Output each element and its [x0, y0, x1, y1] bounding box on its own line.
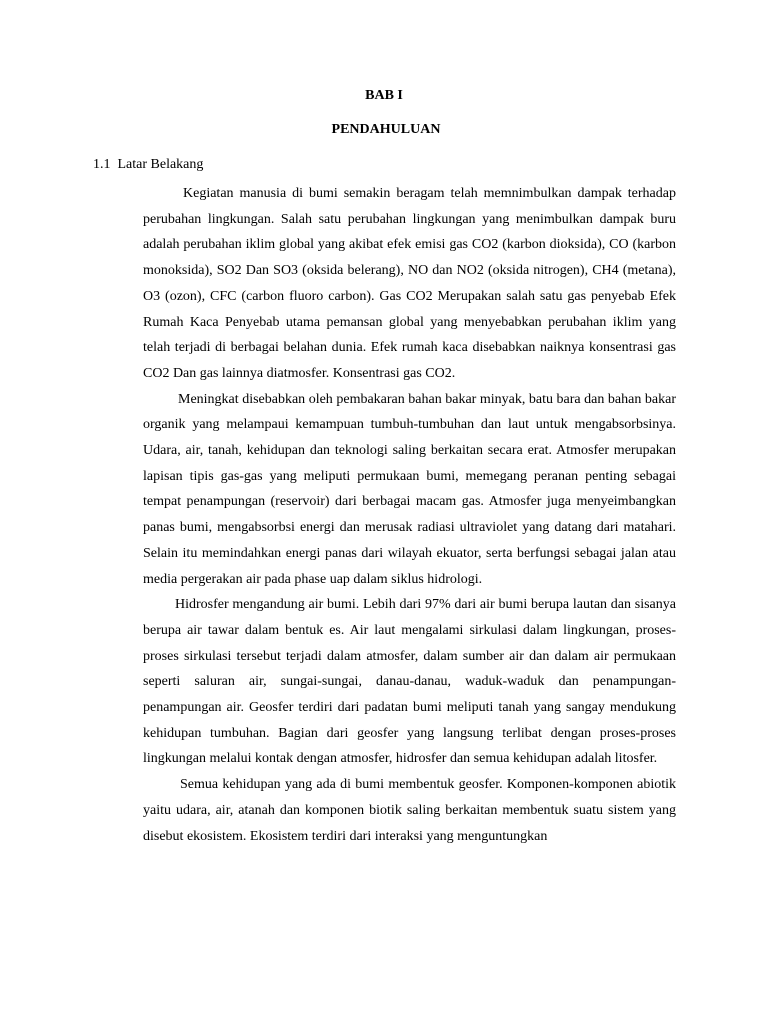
body-text	[143, 181, 676, 849]
paragraph-1: Kegiatan manusia di bumi semakin beragam telah memnimbulkan dampak terhadap perubahan lingkungan. Salah satu perubahan lingkungan yang menimbulkan dampak buru adalah perubahan iklim global yang akibat efek emisi gas CO2 (karbon dioksida), CO (karbon monoksida), SO2 Dan SO3 (oksida belerang), NO dan NO2 (oksida nitrogen), CH4 (metana), O3 (ozon), CFC (carbon fluoro carbon). Gas CO2 Merupakan salah satu gas penyebab Efek Rumah Kaca Penyebab utama pemansan global yang menyebabkan perubahan iklim yang telah terjadi di berbagai belahan dunia. Efek rumah kaca disebabkan naiknya konsentrasi gas CO2 Dan gas lainnya diatmosfer. Konsentrasi gas CO2.	[143, 186, 676, 381]
chapter-number: BAB I	[365, 88, 403, 103]
chapter-title: PENDAHULUAN	[331, 122, 441, 137]
paragraph-3: Hidrosfer mengandung air bumi. Lebih dari 97% dari air bumi berupa lautan dan sisanya berupa air tawar dalam bentuk es. Air laut mengalami sirkulasi dalam lingkungan, proses-proses sirkulasi tersebut terjadi dalam atmosfer, dalam sumber air dan dalam air permukaan seperti saluran air, sungai-sungai, danau-danau, waduk-waduk dan penampungan-penampungan air. Geosfer terdiri dari padatan bumi meliputi tanah yang sangay mendukung kehidupan tumbuhan. Bagian dari geosfer yang langsung terlibat dengan proses-proses lingkungan melalui kontak dengan atmosfer, hidrosfer dan semua kehidupan adalah litosfer.	[143, 597, 676, 767]
section-heading: 1.1 Latar Belakang	[93, 157, 204, 172]
paragraph-2: Meningkat disebabkan oleh pembakaran bahan bakar minyak, batu bara dan bahan bakar organik yang melampaui kemampuan tumbuh-tumbuhan dan laut untuk mengabsorbsinya. Udara, air, tanah, kehidupan dan teknologi saling berkaitan secara erat. Atmosfer merupakan lapisan tipis gas-gas yang meliputi permukaan bumi, memegang peranan penting sebagai tempat penampungan (reservoir) dari berbagai macam gas. Atmosfer juga menyeimbangkan panas bumi, mengabsorbsi energi dan merusak radiasi ultraviolet yang datang dari matahari. Selain itu memindahkan energi panas dari wilayah ekuator, serta berfungsi sebagai jalan atau media pergerakan air pada phase uap dalam siklus hidrologi.	[143, 391, 676, 587]
paragraph-4: Semua kehidupan yang ada di bumi membentuk geosfer. Komponen-komponen abiotik yaitu udara, air, atanah dan komponen biotik saling berkaitan membentuk suatu sistem yang disebut ekosistem. Ekosistem terdiri dari interaksi yang menguntungkan	[143, 777, 676, 844]
